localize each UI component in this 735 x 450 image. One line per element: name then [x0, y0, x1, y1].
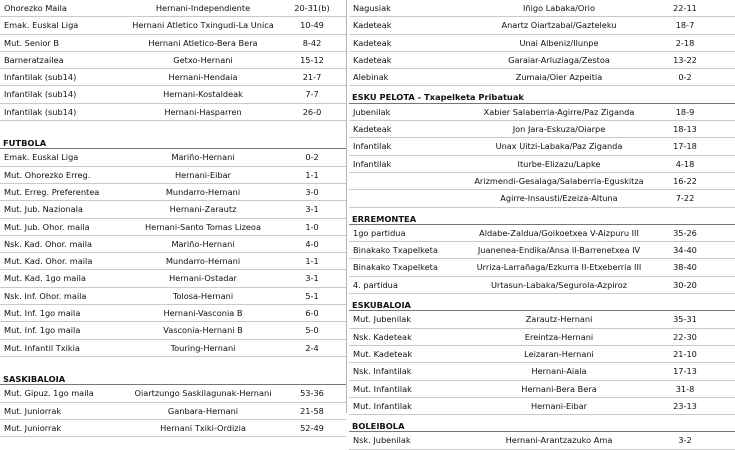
result-row	[0, 167, 346, 184]
score-label: 4-18	[675, 158, 695, 169]
score-label: 17-18	[673, 141, 697, 152]
match-label: Mariño-Hernani	[171, 152, 235, 163]
section-title-erremontea: ERREMONTEA	[349, 208, 735, 225]
result-row	[0, 184, 346, 201]
match-label: Unai Albeniz/Ilunpe	[519, 37, 599, 48]
score-label: 38-40	[673, 262, 697, 273]
category-label: 1go partidua	[353, 227, 406, 238]
score-label: 18-13	[673, 124, 697, 135]
match-label: Garaiar-Arluziaga/Zestoa	[508, 54, 610, 65]
score-label: 1-1	[305, 169, 319, 180]
category-label: Mut. Gipuz. 1go maila	[4, 388, 94, 399]
category-label: Emak. Euskal Liga	[4, 20, 79, 31]
match-label: Touring-Hernani	[170, 342, 236, 353]
result-row	[0, 104, 346, 121]
category-label: Mut. Ohorezko Erreg.	[4, 169, 91, 180]
result-row	[0, 17, 346, 34]
match-label: Hernani-Bera Bera	[521, 383, 597, 394]
match-label: Mundarro-Hernani	[165, 256, 241, 267]
score-label: 21-7	[302, 72, 322, 83]
match-label: Oiartzungo Saskilagunak-Hernani	[134, 388, 272, 399]
score-label: 4-0	[305, 238, 319, 249]
result-row	[0, 288, 346, 305]
category-label: Infantilak	[353, 158, 392, 169]
section-title-eskubaloia: ESKUBALOIA	[349, 294, 735, 311]
category-label: Nsk. Infantilak	[353, 366, 412, 377]
match-label: Agirre-Insausti/Ezeiza-Altuna	[500, 193, 618, 204]
match-label: Hernani-Zarautz	[169, 204, 237, 215]
top-results-block	[0, 0, 346, 121]
category-label: Mut. Inf. 1go maila	[4, 325, 81, 336]
result-row	[349, 190, 735, 207]
score-label: 21-58	[300, 405, 324, 416]
match-label: Arizmendi-Gesalaga/Salaberria-Eguskitza	[474, 175, 644, 186]
match-label: Mundarro-Hernani	[165, 186, 241, 197]
result-row	[0, 201, 346, 218]
match-label: Juanenea-Endika/Ansa II-Barrenetxea IV	[477, 245, 641, 256]
result-row	[0, 86, 346, 103]
score-label: 3-1	[305, 273, 319, 284]
match-label: Xabier Salaberria-Agirre/Paz Ziganda	[483, 106, 635, 117]
result-row	[349, 363, 735, 380]
score-label: 35-26	[673, 227, 697, 238]
category-label: Mut. Kad. Ohor. maila	[4, 256, 93, 267]
category-label: Nsk. Inf. Ohor. maila	[4, 290, 87, 301]
match-label: Leizaran-Hernani	[524, 348, 594, 359]
category-label: Mut. Senior B	[4, 37, 59, 48]
score-label: 7-22	[675, 193, 695, 204]
category-label: Mut. Kadeteak	[353, 348, 413, 359]
score-label: 13-22	[673, 54, 697, 65]
result-row	[349, 329, 735, 346]
match-label: Urriza-Larrañaga/Ezkurra II-Etxeberria III	[476, 262, 642, 273]
score-label: 0-2	[305, 152, 319, 163]
result-row	[0, 253, 346, 270]
match-label: Hernani-Arantzazuko Ama	[505, 435, 613, 446]
result-row	[0, 385, 346, 402]
score-label: 21-10	[673, 348, 697, 359]
boleibola-results-block	[349, 432, 735, 449]
erremontea-results-block	[349, 225, 735, 294]
result-row	[349, 156, 735, 173]
category-label: Infantilak (sub14)	[4, 72, 77, 83]
score-label: 22-30	[673, 331, 697, 342]
score-label: 3-2	[678, 435, 692, 446]
match-label: Hernani-Independiente	[155, 3, 251, 13]
score-label: 26-0	[302, 106, 322, 117]
section-title-esku-pelota: ESKU PELOTA - Txapelketa Pribatuak	[349, 86, 735, 103]
match-label: Tolosa-Hernani	[172, 290, 234, 301]
result-row	[349, 259, 735, 276]
match-label: Jon Jara-Eskuza/Oiarpe	[512, 124, 606, 135]
score-label: 6-0	[305, 308, 319, 319]
section-title-futbola: FUTBOLA	[0, 132, 346, 149]
category-label: Infantilak	[353, 141, 392, 152]
match-label: Iñigo Labaka/Orio	[523, 3, 595, 13]
category-label: Mut. Infantilak	[353, 400, 412, 411]
match-label: Hernani-Santo Tomas Lizeoa	[145, 221, 261, 232]
result-row	[349, 381, 735, 398]
score-label: 20-31(b)	[294, 3, 330, 13]
result-row	[349, 311, 735, 328]
match-label: Mariño-Hernani	[171, 238, 235, 249]
category-label: Mut. Kad. 1go maila	[4, 273, 86, 284]
match-label: Urtasun-Labaka/Segurola-Azpiroz	[490, 279, 628, 290]
match-label: Hernani Txiki-Ordizia	[160, 422, 246, 433]
result-row	[349, 138, 735, 155]
score-label: 3-1	[305, 204, 319, 215]
eskubaloia-results-block	[349, 311, 735, 415]
score-label: 0-2	[678, 72, 692, 83]
match-label: Aldabe-Zaldua/Goikoetxea V-Aizpuru III	[479, 227, 639, 238]
match-label: Zarautz-Hernani	[525, 314, 593, 325]
match-label: Hernani-Ostadar	[169, 273, 237, 284]
match-label: Unax Uitzi-Labaka/Paz Ziganda	[495, 141, 623, 152]
score-label: 35-31	[673, 314, 697, 325]
result-row	[349, 121, 735, 138]
category-label: Nsk. Kadeteak	[353, 331, 412, 342]
category-label: Mut. Jub. Nazionala	[4, 204, 83, 215]
result-row	[349, 432, 735, 449]
score-label: 34-40	[673, 245, 697, 256]
left-results-column	[0, 0, 346, 437]
match-label: Anartz Oiartzabal/Gazteleku	[501, 20, 617, 31]
result-row	[0, 69, 346, 86]
category-label: Kadeteak	[353, 20, 392, 31]
category-label: Binakako Txapelketa	[353, 245, 438, 256]
match-label: Hernani Atletico Txingudi-La Unica	[132, 20, 274, 31]
match-label: Hernani Atletico-Bera Bera	[148, 37, 258, 48]
category-label: Mut. Jubenilak	[353, 314, 412, 325]
result-row	[349, 173, 735, 190]
result-row	[0, 219, 346, 236]
score-label: 53-36	[300, 388, 324, 399]
score-label: 15-12	[300, 54, 324, 65]
result-row	[349, 104, 735, 121]
result-row	[0, 403, 346, 420]
category-label: Kadeteak	[353, 124, 392, 135]
category-label: Mut. Infantilak	[353, 383, 412, 394]
result-row	[349, 0, 735, 17]
match-label: Hernani-Kostaldeak	[163, 89, 243, 100]
category-label: Binakako Txapelketa	[353, 262, 438, 273]
match-label: Hernani-Hasparren	[164, 106, 242, 117]
category-label: Nagusiak	[353, 3, 391, 13]
category-label: Infantilak (sub14)	[4, 106, 77, 117]
result-row	[0, 305, 346, 322]
category-label: Mut. Infantil Txikia	[4, 342, 80, 353]
result-row	[349, 242, 735, 259]
match-label: Iturbe-Elizazu/Lapke	[517, 158, 601, 169]
match-label: Hernani-Eibar	[530, 400, 588, 411]
category-label: Jubenilak	[353, 106, 391, 117]
category-label: Kadeteak	[353, 54, 392, 65]
match-label: Ganbara-Hernani	[167, 405, 239, 416]
category-label: Nsk. Kad. Ohor. maila	[4, 238, 93, 249]
result-row	[349, 346, 735, 363]
score-label: 22-11	[673, 3, 697, 13]
result-row	[0, 322, 346, 339]
score-label: 18-7	[675, 20, 695, 31]
match-label: Hernani-Aiala	[531, 366, 587, 377]
score-label: 16-22	[673, 175, 697, 186]
match-label: Getxo-Hernani	[173, 54, 233, 65]
category-label: Alebinak	[353, 72, 389, 83]
category-label: Nsk. Jubenilak	[353, 435, 411, 446]
result-row	[349, 35, 735, 52]
score-label: 5-0	[305, 325, 319, 336]
result-row	[0, 0, 346, 17]
category-label: Emak. Euskal Liga	[4, 152, 79, 163]
score-label: 30-20	[673, 279, 697, 290]
section-title-boleibola: BOLEIBOLA	[349, 415, 735, 432]
category-label: Kadeteak	[353, 37, 392, 48]
match-label: Zumaia/Oier Azpeitia	[515, 72, 603, 83]
match-label: Hernani-Eibar	[174, 169, 232, 180]
column-divider	[346, 0, 347, 413]
result-row	[0, 236, 346, 253]
futbola-results-block	[0, 149, 346, 357]
result-row	[349, 277, 735, 294]
score-label: 8-42	[302, 37, 322, 48]
result-row	[349, 52, 735, 69]
score-label: 18-9	[675, 106, 695, 117]
result-row	[0, 270, 346, 287]
category-label: Mut. Inf. 1go maila	[4, 308, 81, 319]
match-label: Vasconia-Hernani B	[163, 325, 243, 336]
match-label: Ereintza-Hernani	[524, 331, 594, 342]
result-row	[349, 69, 735, 86]
result-row	[349, 17, 735, 34]
match-label: Hernani-Vasconia B	[163, 308, 243, 319]
top-results-block	[349, 0, 735, 86]
result-row	[0, 420, 346, 437]
score-label: 10-49	[300, 20, 324, 31]
category-label: Infantilak (sub14)	[4, 89, 77, 100]
score-label: 52-49	[300, 422, 324, 433]
score-label: 1-1	[305, 256, 319, 267]
score-label: 31-8	[675, 383, 695, 394]
category-label: 4. partidua	[353, 279, 398, 290]
category-label: Mut. Jub. Ohor. maila	[4, 221, 90, 232]
category-label: Barneratzailea	[4, 54, 64, 65]
result-row	[0, 340, 346, 357]
score-label: 1-0	[305, 221, 319, 232]
category-label: Ohorezko Maila	[4, 3, 67, 13]
score-label: 23-13	[673, 400, 697, 411]
result-row	[349, 225, 735, 242]
score-label: 5-1	[305, 290, 319, 301]
category-label: Mut. Erreg. Preferentea	[4, 186, 100, 197]
right-results-column	[349, 0, 735, 450]
category-label: Mut. Juniorrak	[4, 422, 62, 433]
result-row	[0, 35, 346, 52]
score-label: 2-18	[675, 37, 695, 48]
score-label: 3-0	[305, 186, 319, 197]
score-label: 17-13	[673, 366, 697, 377]
esku-pelota-results-block	[349, 104, 735, 208]
result-row	[0, 52, 346, 69]
saskibaloia-results-block	[0, 385, 346, 437]
category-label: Mut. Juniorrak	[4, 405, 62, 416]
score-label: 2-4	[305, 342, 319, 353]
score-label: 7-7	[305, 89, 319, 100]
match-label: Hernani-Hendaia	[168, 72, 238, 83]
result-row	[0, 149, 346, 166]
section-title-saskibaloia: SASKIBALOIA	[0, 368, 346, 385]
